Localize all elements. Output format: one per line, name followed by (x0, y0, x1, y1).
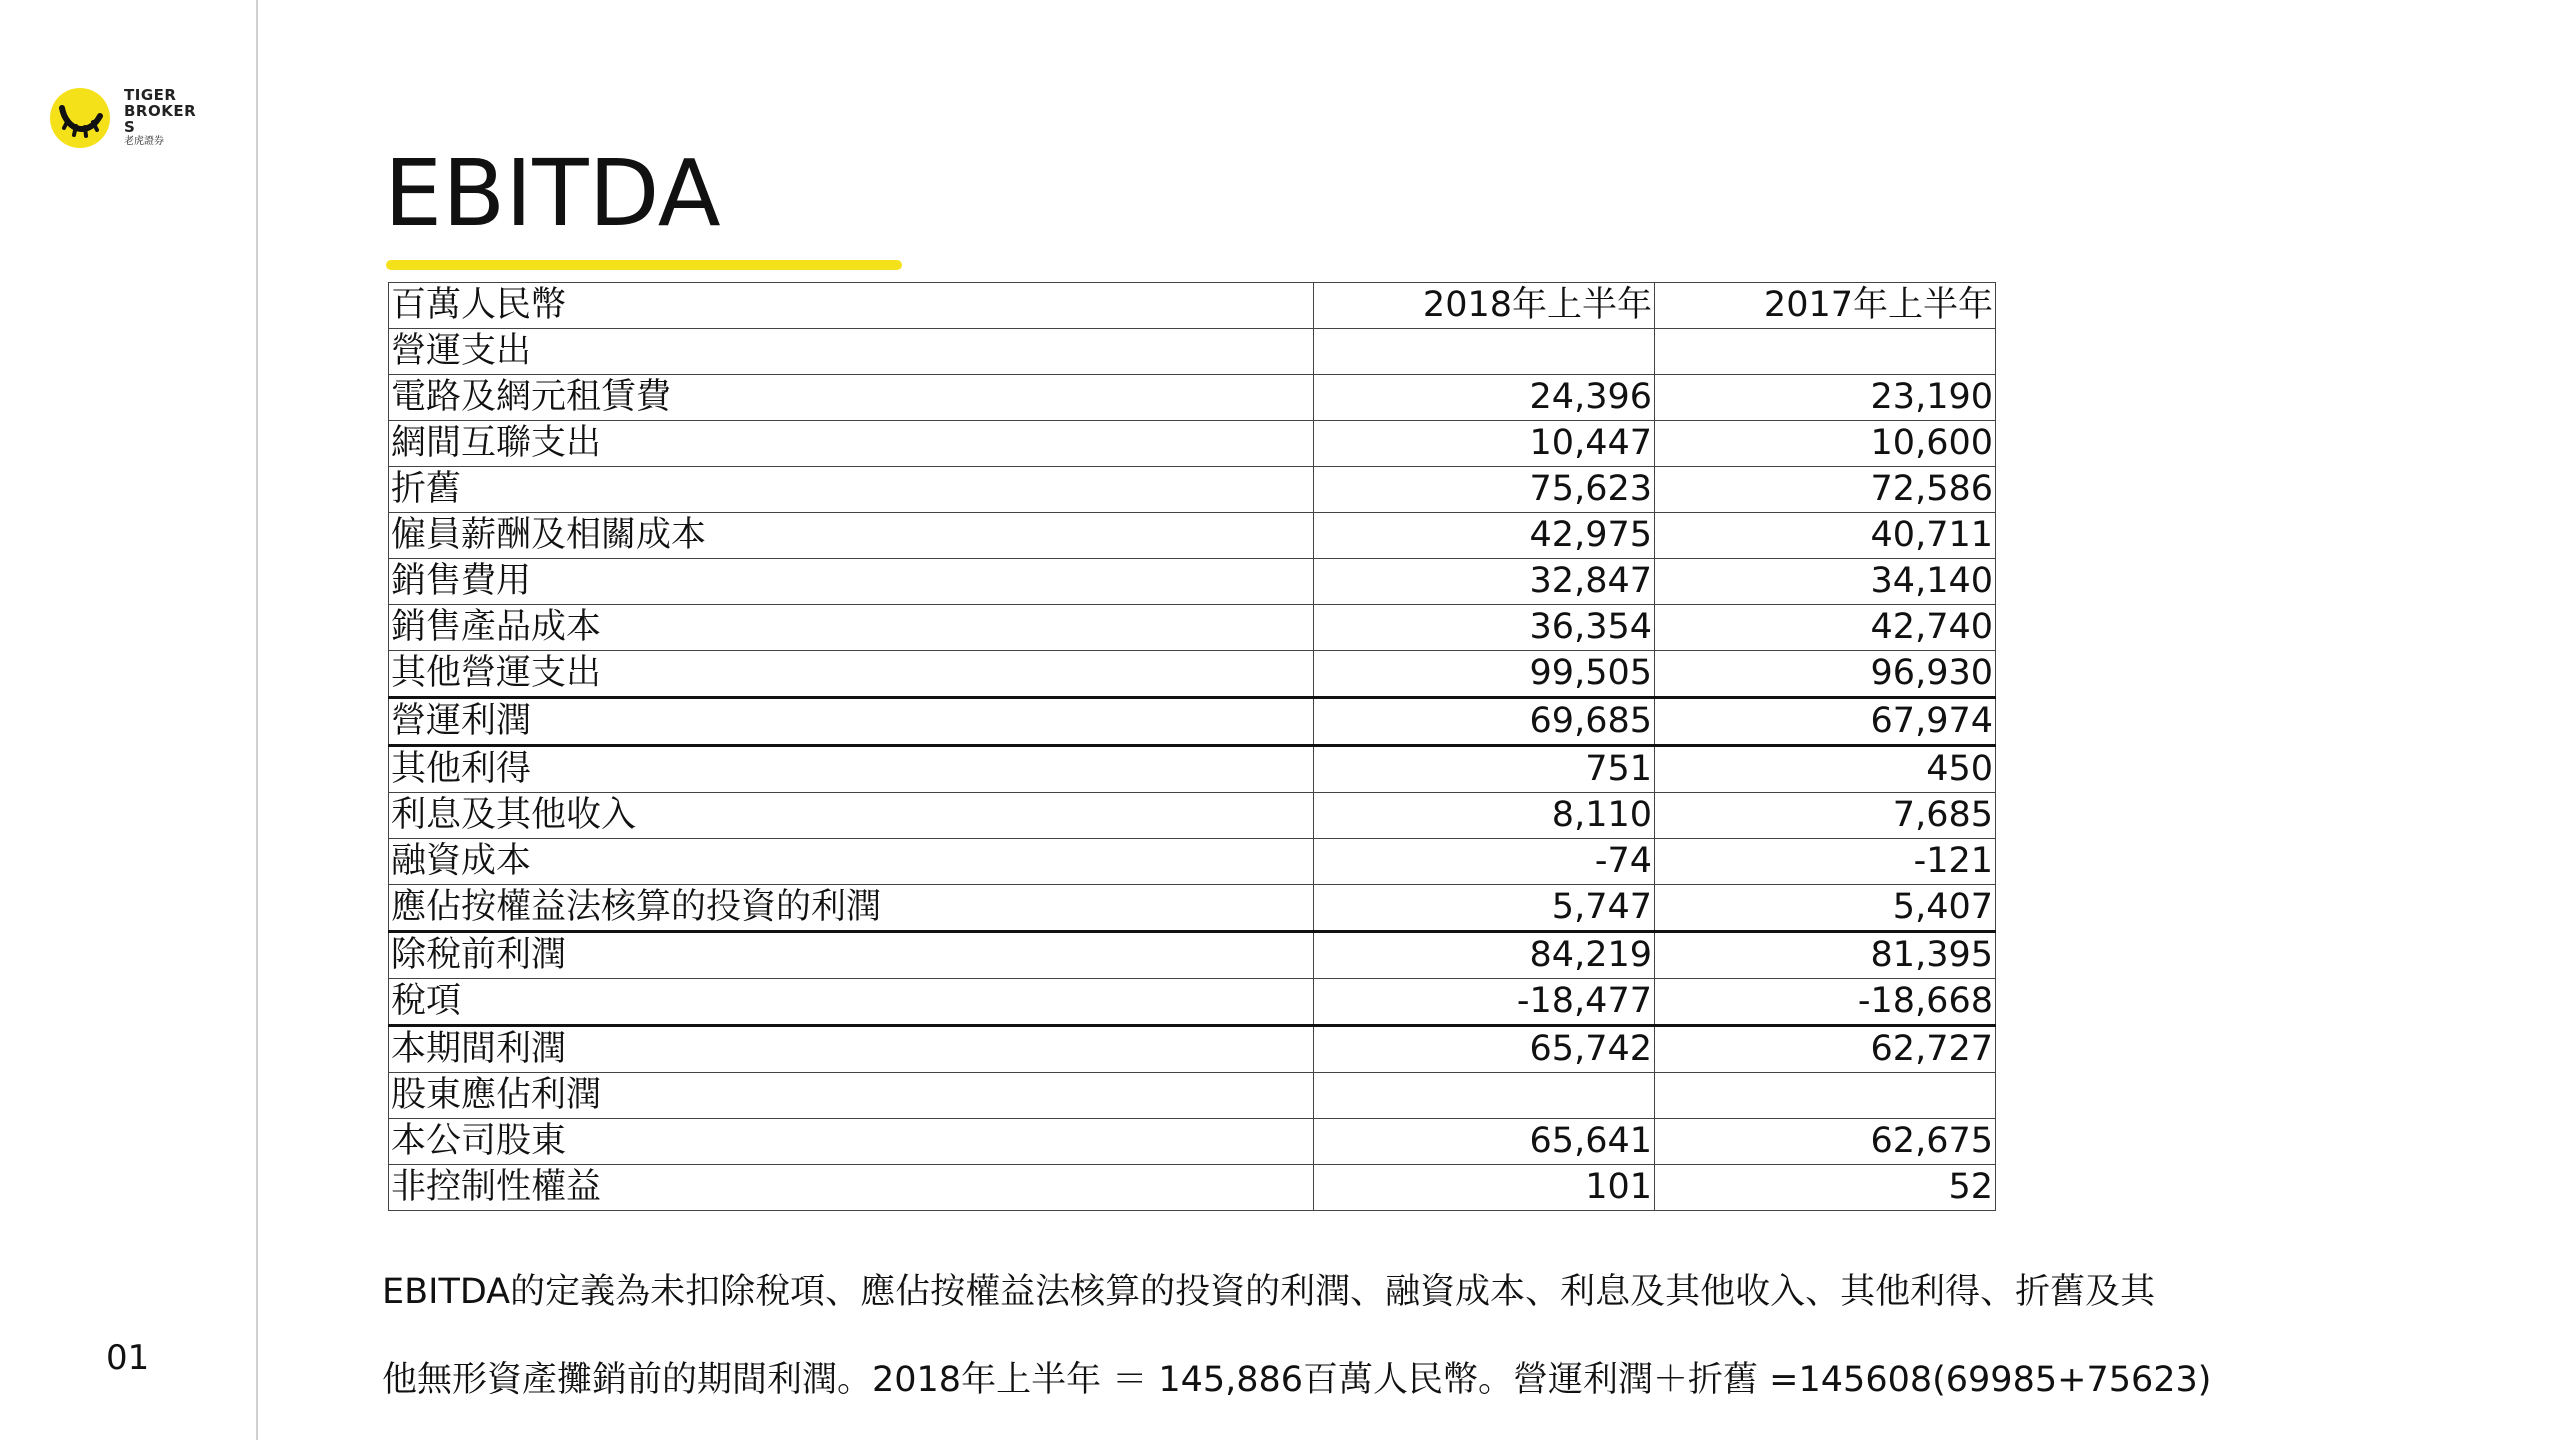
row-label: 銷售產品成本 (389, 605, 1314, 651)
value-2018: 69,685 (1314, 698, 1655, 746)
table-row (389, 932, 1996, 979)
table-row (389, 746, 1996, 793)
table-row (389, 885, 1996, 932)
value-2018: 8,110 (1314, 793, 1655, 839)
table-row (389, 467, 1996, 513)
row-label: 除稅前利潤 (389, 932, 1314, 979)
table-row (389, 1165, 1996, 1211)
ebitda-definition-line-1: EBITDA的定義為未扣除稅項、應佔按權益法核算的投資的利潤、融資成本、利息及其他收入、其他利得、折舊及其 (382, 1272, 2156, 1312)
table-row (389, 1026, 1996, 1073)
row-label: 股東應佔利潤 (389, 1073, 1314, 1119)
header-2017: 2017年上半年 (1655, 283, 1996, 329)
value-2017: -121 (1655, 839, 1996, 885)
brand-name-en: TIGER BROKERS (124, 86, 197, 136)
value-2017: 62,675 (1655, 1119, 1996, 1165)
value-2017: 52 (1655, 1165, 1996, 1211)
table-row (389, 513, 1996, 559)
tiger-tail-icon (48, 86, 112, 150)
value-2017 (1655, 1073, 1996, 1119)
table-row (389, 605, 1996, 651)
value-2017 (1655, 329, 1996, 375)
value-2017: 5,407 (1655, 885, 1996, 932)
value-2018: 10,447 (1314, 421, 1655, 467)
row-label: 銷售費用 (389, 559, 1314, 605)
value-2018: -18,477 (1314, 979, 1655, 1026)
value-2017: 72,586 (1655, 467, 1996, 513)
table-header-row (389, 283, 1996, 329)
row-label: 融資成本 (389, 839, 1314, 885)
value-2017: 40,711 (1655, 513, 1996, 559)
value-2018 (1314, 329, 1655, 375)
value-2017: 67,974 (1655, 698, 1996, 746)
header-2018: 2018年上半年 (1314, 283, 1655, 329)
header-unit: 百萬人民幣 (389, 283, 1314, 329)
table-row (389, 698, 1996, 746)
row-label: 折舊 (389, 467, 1314, 513)
value-2018: -74 (1314, 839, 1655, 885)
value-2017: 23,190 (1655, 375, 1996, 421)
value-2017: 34,140 (1655, 559, 1996, 605)
page-number: 01 (106, 1338, 150, 1378)
table-row (389, 793, 1996, 839)
row-label: 營運支出 (389, 329, 1314, 375)
value-2018 (1314, 1073, 1655, 1119)
value-2018: 84,219 (1314, 932, 1655, 979)
row-label: 利息及其他收入 (389, 793, 1314, 839)
row-label: 本期間利潤 (389, 1026, 1314, 1073)
row-label: 非控制性權益 (389, 1165, 1314, 1211)
value-2018: 101 (1314, 1165, 1655, 1211)
value-2017: 450 (1655, 746, 1996, 793)
value-2017: 10,600 (1655, 421, 1996, 467)
row-label: 網間互聯支出 (389, 421, 1314, 467)
value-2018: 24,396 (1314, 375, 1655, 421)
table-row (389, 979, 1996, 1026)
row-label: 電路及網元租賃費 (389, 375, 1314, 421)
row-label: 應佔按權益法核算的投資的利潤 (389, 885, 1314, 932)
value-2017: 96,930 (1655, 651, 1996, 698)
value-2017: 81,395 (1655, 932, 1996, 979)
table-row (389, 559, 1996, 605)
table-row (389, 421, 1996, 467)
value-2018: 75,623 (1314, 467, 1655, 513)
row-label: 營運利潤 (389, 698, 1314, 746)
page-title: EBITDA (384, 140, 721, 247)
value-2017: 42,740 (1655, 605, 1996, 651)
value-2018: 99,505 (1314, 651, 1655, 698)
table-row (389, 1119, 1996, 1165)
title-underline (386, 260, 902, 270)
value-2017: 7,685 (1655, 793, 1996, 839)
value-2018: 32,847 (1314, 559, 1655, 605)
table-row (389, 651, 1996, 698)
row-label: 稅項 (389, 979, 1314, 1026)
value-2018: 5,747 (1314, 885, 1655, 932)
value-2017: 62,727 (1655, 1026, 1996, 1073)
row-label: 其他利得 (389, 746, 1314, 793)
table-row (389, 375, 1996, 421)
row-label: 其他營運支出 (389, 651, 1314, 698)
financial-table (388, 282, 1996, 1211)
row-label: 本公司股東 (389, 1119, 1314, 1165)
sidebar-divider (256, 0, 258, 1440)
value-2018: 751 (1314, 746, 1655, 793)
value-2018: 65,641 (1314, 1119, 1655, 1165)
table-row (389, 839, 1996, 885)
brand-logo (48, 86, 204, 150)
table-row (389, 1073, 1996, 1119)
ebitda-definition-line-2: 他無形資產攤銷前的期間利潤。2018年上半年 ＝ 145,886百萬人民幣。營運利潤＋折舊 =145608(69985+75623) (382, 1360, 2212, 1400)
value-2018: 42,975 (1314, 513, 1655, 559)
value-2017: -18,668 (1655, 979, 1996, 1026)
value-2018: 36,354 (1314, 605, 1655, 651)
value-2018: 65,742 (1314, 1026, 1655, 1073)
brand-name-cn: 老虎證券 (124, 136, 164, 148)
table-row (389, 329, 1996, 375)
row-label: 僱員薪酬及相關成本 (389, 513, 1314, 559)
